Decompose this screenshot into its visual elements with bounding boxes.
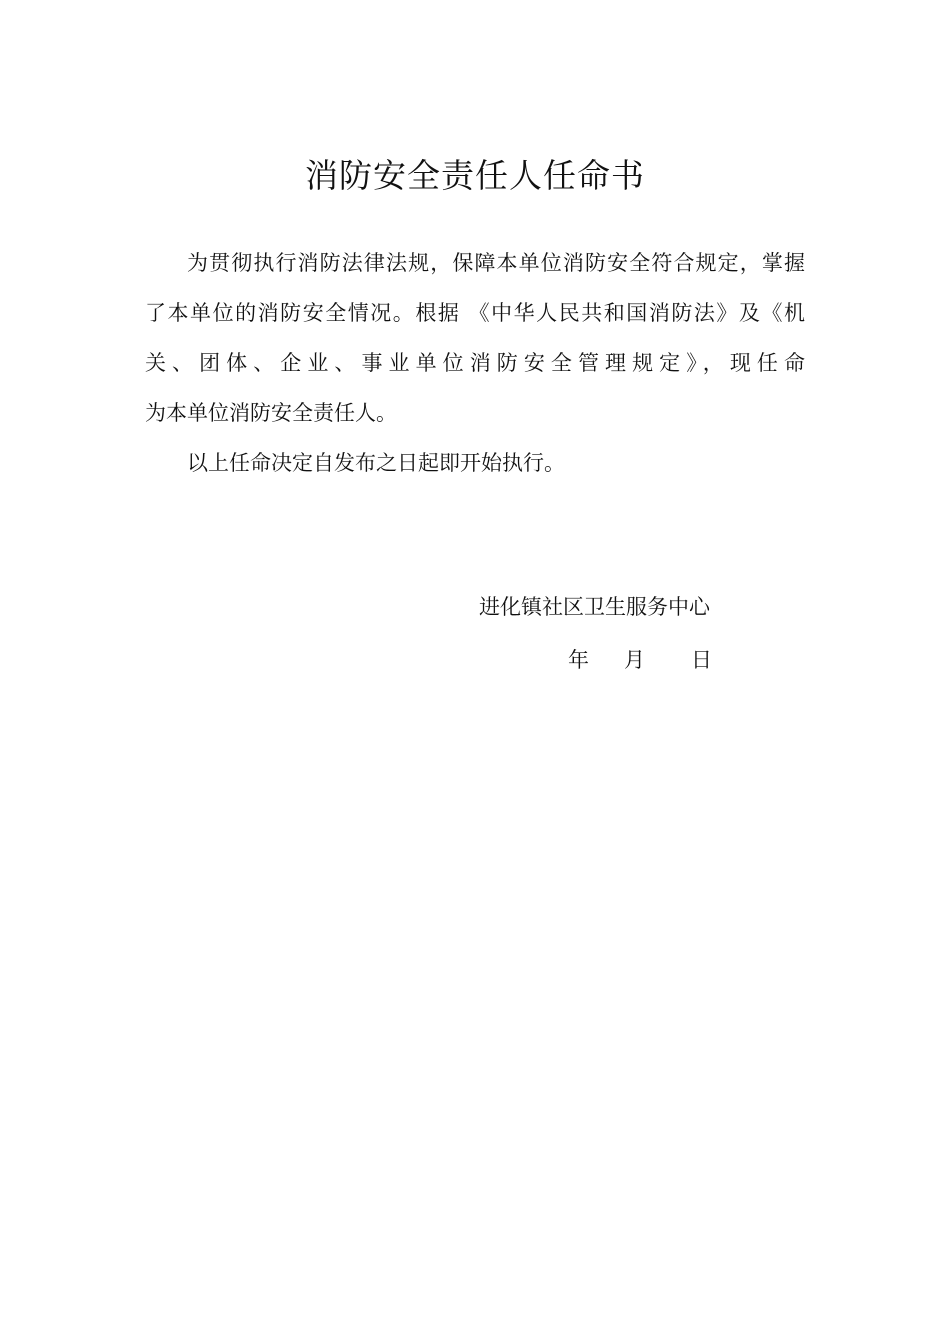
paragraph-effective bbox=[145, 438, 805, 488]
paragraph-line-4: 为本单位消防安全责任人。 bbox=[145, 401, 397, 425]
document-body bbox=[145, 238, 805, 488]
paragraph-line-3: 关、团体、企业、事业单位消防安全管理规定》，现任命 bbox=[145, 351, 805, 375]
paragraph-line-1: 为贯彻执行消防法律法规，保障本单位消防安全符合规定，掌握 bbox=[187, 251, 805, 275]
paragraph-effective-text: 以上任命决定自发布之日起即开始执行。 bbox=[187, 451, 565, 475]
paragraph-appointment bbox=[145, 238, 805, 438]
paragraph-line-2: 了本单位的消防安全情况。根据 《中华人民共和国消防法》及《机 bbox=[145, 301, 805, 325]
signature-date bbox=[568, 640, 712, 680]
date-month-label: 月 bbox=[624, 648, 645, 672]
document-title: 消防安全责任人任命书 bbox=[305, 156, 645, 195]
date-day-label: 日 bbox=[691, 648, 712, 672]
issuing-organization: 进化镇社区卫生服务中心 bbox=[479, 595, 710, 619]
date-year-label: 年 bbox=[568, 648, 589, 672]
